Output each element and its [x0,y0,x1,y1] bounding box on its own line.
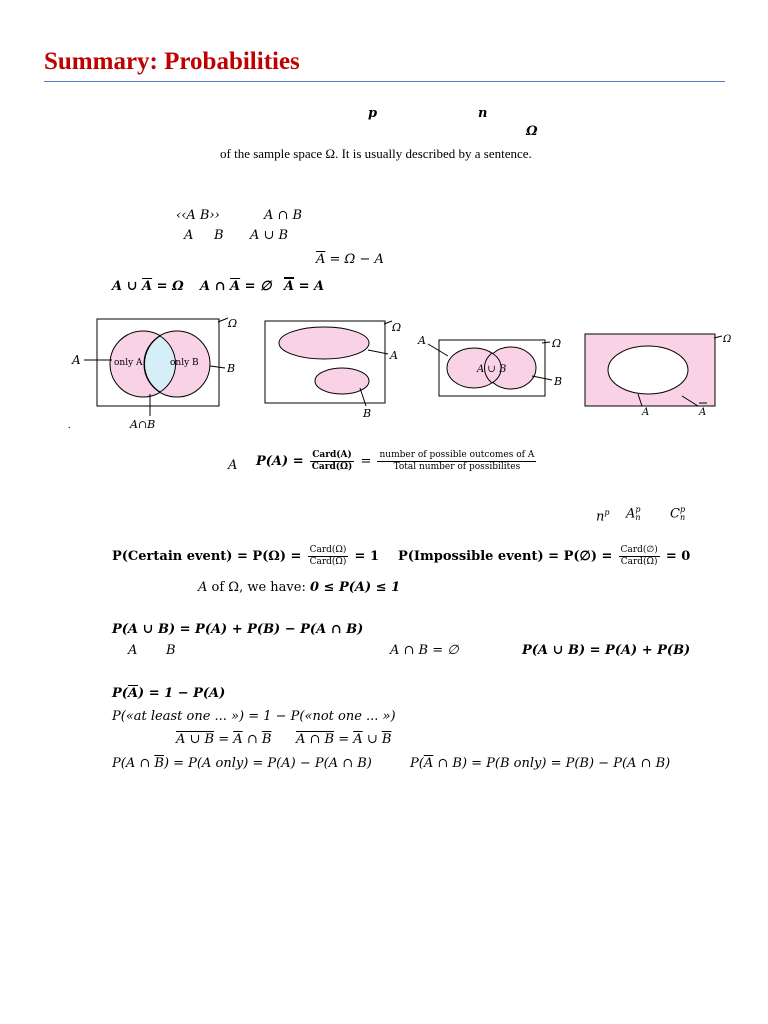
venn3-a: A [418,334,426,347]
combination-symbol: C p n [670,505,686,522]
complement-rule: $P(\overline{A}) = 1 - P(A)$ [112,686,226,701]
venn-union-diagram [414,330,574,420]
venn2-omega: Ω [392,321,402,334]
venn4-omega: Ω [723,334,732,345]
venn2-b: B [363,407,372,420]
disjoint-condition: A ∩ B = ∅ [390,643,459,658]
venn3-union: A ∪ B [477,364,507,375]
venn-complement-diagram [582,330,742,422]
venn4-abar: A [699,407,707,418]
complement-def: $\overline{A} = \Omega - A$ [316,252,384,267]
intersection-def: A ∩ B [264,208,303,223]
p-symbol: p [368,106,378,121]
venn-intersection-diagram [70,314,250,432]
a-only-rule: P(A ∩ $\overline{B}) = P(A$ only) = P(A) − P(A ∩ B) [112,756,372,771]
and-quote: ‹‹A B›› [176,208,220,223]
arrangement-symbol: A p n [626,505,641,522]
venn1-b: B [227,362,236,375]
n-symbol: n [478,106,488,121]
prob-def-formula: P(A) = $\frac{\text{Card(A)}}{\text{Card(Ω)}}$ = $\frac{\text{number of possible outcomes of A}}{\text{Total number of possibilites}}$ [256,450,535,472]
venn1-only-b: only B [170,358,199,368]
union-a: A [128,643,138,658]
venn-disjoint-diagram [262,316,412,422]
card-fraction: $\frac{\text{Card(A)}}{\text{Card(Ω)}}$ [311,450,353,472]
certain-event-formula: P(Certain event) = P(Ω) = $\frac{\text{Card(Ω)}}{\text{Card(Ω)}}$ = 1 [112,545,380,567]
venn1-only-a: only A [114,358,143,368]
n-power-p: $n^p$ [596,508,610,525]
venn2-a: A [390,349,398,362]
sample-space-text: of the sample space Ω. It is usually described by a sentence. [220,146,532,161]
or-b: B [214,228,224,243]
union-b: B [166,643,176,658]
prop-double-complement: $\overline{A} = A$ [284,279,325,294]
de-morgan-2: A ∩ $B = \overline{A}$ ∪ $\overline{B}$ [296,732,392,747]
impossible-event-formula: P(Impossible event) = P(∅) = $\frac{\text{Card(∅)}}{\text{Card(Ω)}}$ = 0 [398,545,691,567]
or-a: A [184,228,194,243]
prop-intersection-complement: A ∩ $\overline{A}$ = ∅ [200,279,272,294]
prob-def-a: A [228,458,238,473]
text-fraction: $\frac{\text{number of possible outcomes of A}}{\text{Total number of possibilites}}$ [379,450,535,472]
union-rule: P(A ∪ B) = P(A) + P(B) − P(A ∩ B) [112,622,364,637]
disjoint-union-rule: P(A ∪ B) = P(A) + P(B) [522,643,691,658]
venn3-omega: Ω [552,337,562,350]
omega-symbol: Ω [526,124,538,139]
venn1-intersect: A∩B [130,418,156,431]
title-divider [44,81,725,82]
venn1-a: A [72,353,81,367]
venn3-b: B [554,375,563,388]
venn1-omega: Ω [228,317,238,330]
prop-union-complement: A ∪ $\overline{A} = \Omega$ [112,279,184,294]
de-morgan-1: A ∪ $B = \overline{A}$ ∩ $\overline{B}$ [176,732,272,747]
at-least-one-rule: P(«at least one ... ») = 1 − P(«not one ... ») [112,709,396,724]
b-only-rule: $P(\overline{A}$ ∩ B) = P(B only) = P(B) − P(A ∩ B) [410,756,671,771]
venn4-a: A [642,407,650,418]
stray-dot: . [68,420,71,431]
probability-bounds: A of Ω, we have: 0 ≤ P(A) ≤ 1 [198,580,401,595]
page-title: Summary: Probabilities [44,48,300,75]
union-def: A ∪ B [250,228,289,243]
